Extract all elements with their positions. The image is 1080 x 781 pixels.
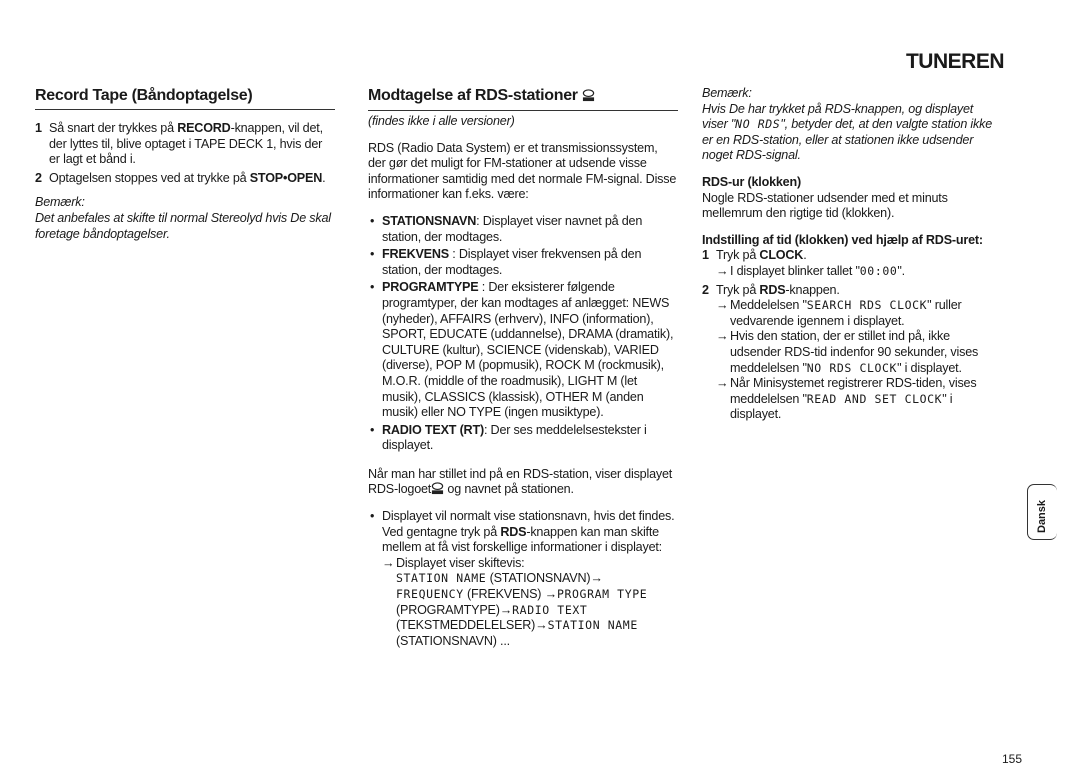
step-text: Så snart der trykkes på <box>49 121 178 135</box>
lcd-text: FREQUENCY <box>396 587 464 602</box>
set-time-heading: Indstilling af tid (klokken) ved hjælp af RDS-uret: <box>702 232 983 247</box>
step-number: 2 <box>702 282 709 297</box>
step-result <box>716 264 998 280</box>
step-result <box>716 298 998 329</box>
result-text: " i displayet. <box>897 360 962 375</box>
bullet-text: Displayet vil normalt vise stationsnavn, hvis det findes. Ved gentagne tryk på <box>382 509 675 539</box>
cycle-line <box>396 587 678 603</box>
page-title: TUNEREN <box>905 50 1004 73</box>
arrow-icon: → <box>716 298 729 313</box>
bullet-term: PROGRAMTYPE <box>382 280 479 295</box>
bullet-text: -knappen kan man skifte mellem at få vist forskellige informationer i displayet: <box>382 524 662 555</box>
step-text: . <box>322 170 326 185</box>
result-text: ". <box>897 263 905 278</box>
lcd-text: READ AND SET CLOCK <box>806 391 943 406</box>
cycle-text: (TEKSTMEDDELELSER)→ <box>396 618 548 633</box>
bullet-text: : Displayet viser frekvensen på den station, der modtages. <box>382 247 642 277</box>
rds-logo-icon <box>582 89 595 102</box>
rds-button-label: RDS <box>500 524 527 539</box>
paragraph-text: og navnet på stationen. <box>444 482 574 497</box>
result-text: Meddelelsen " <box>730 298 807 313</box>
bullet-frequency <box>368 247 678 278</box>
rds-button-label: RDS <box>759 282 786 297</box>
record-button-label: RECORD <box>177 121 231 135</box>
cycle-line <box>396 603 678 619</box>
cycle-line <box>396 618 678 634</box>
step-text: Tryk på <box>716 282 760 297</box>
bullet-display-cycle <box>368 509 678 649</box>
rds-heading-text: Modtagelse af RDS-stationer <box>368 87 578 104</box>
page-number: 155 <box>1002 752 1023 766</box>
cycle-text: (PROGRAMTYPE)→ <box>396 602 513 617</box>
step-number: 1 <box>702 248 709 263</box>
rds-logo-icon <box>431 482 444 495</box>
step-text: . <box>803 248 807 263</box>
lcd-text: PROGRAM TYPE <box>556 587 648 602</box>
clock-button-label: CLOCK <box>759 248 804 263</box>
rds-availability-note: (findes ikke i alle versioner) <box>368 114 515 128</box>
lcd-text: 00:00 <box>859 263 898 278</box>
lcd-text: SEARCH RDS CLOCK <box>806 298 928 313</box>
bullet-icon: • <box>370 280 375 295</box>
record-tape-section <box>35 86 335 242</box>
cycle-line <box>396 634 678 650</box>
record-step-1 <box>35 121 335 168</box>
bullet-icon: • <box>370 509 375 524</box>
step-result <box>716 376 998 423</box>
lcd-text: NO RDS <box>735 117 781 132</box>
rds-logo-paragraph <box>368 467 678 498</box>
arrow-icon: → <box>382 555 395 570</box>
arrow-icon: → <box>716 329 729 344</box>
no-rds-note <box>702 102 998 164</box>
result-text: Hvis den station, der er stillet ind på, ikke udsender RDS-tid indenfor 90 sekunder, vises meddelelsen " <box>730 329 979 375</box>
cycle-text: (STATIONSNAVN) ... <box>396 633 510 648</box>
note-text: ", betyder det, at den valgte station ikke er en RDS-station, eller at stationen ikke udsender noget RDS-signal. <box>702 117 993 163</box>
bullet-station-name <box>368 214 678 245</box>
bullet-text: : Der ses meddelelsestekster i displayet. <box>382 422 647 453</box>
step-text: Optagelsen stoppes ved at trykke på <box>49 170 250 185</box>
bullet-icon: • <box>370 247 375 262</box>
arrow-icon: → <box>716 376 729 391</box>
rds-heading <box>368 86 678 105</box>
rds-clock-heading: RDS-ur (klokken) <box>702 174 801 189</box>
lcd-text: STATION NAME <box>396 571 487 586</box>
bullet-term: STATIONSNAVN <box>382 213 477 228</box>
lcd-text: NO RDS CLOCK <box>806 360 898 375</box>
bullet-text: : Displayet viser navnet på den station, der modtages. <box>382 213 643 244</box>
note-label: Bemærk: <box>702 86 752 100</box>
clock-step-2 <box>702 283 998 423</box>
step-text: -knappen. <box>785 282 840 297</box>
rds-intro: RDS (Radio Data System) er et transmissionssystem, der gør det muligt for FM-stationer at udsende visse informationer samtidig med det normale FM-signal. Disse informationer kan f.eks. være: <box>368 140 677 202</box>
cycle-intro: Displayet viser skiftevis: <box>396 555 525 570</box>
cycle-text: (FREKVENS) → <box>463 587 557 602</box>
language-tab <box>1027 484 1057 540</box>
display-cycle-list <box>382 556 678 650</box>
cycle-line <box>396 571 678 587</box>
record-step-2 <box>35 171 335 187</box>
arrow-icon: → <box>716 263 729 278</box>
rds-clock-text: Nogle RDS-stationer udsender med et minuts mellemrum den rigtige tid (klokken). <box>702 190 948 221</box>
result-text: " i displayet. <box>730 391 953 422</box>
bullet-program-type <box>368 280 678 420</box>
lcd-text: RADIO TEXT <box>512 602 588 617</box>
bullet-radio-text <box>368 423 678 454</box>
stop-open-button-label: STOP•OPEN <box>249 170 323 185</box>
bullet-icon: • <box>370 422 375 437</box>
step-text: -knappen, vil det, der lyttes til, blive optaget i TAPE DECK 1, hvis der er lagt et bånd i. <box>49 121 323 167</box>
step-text: Tryk på <box>716 248 760 263</box>
bullet-term: FREKVENS <box>382 247 449 262</box>
bullet-text: : Der eksisterer følgende programtyper, der kan modtages af anlægget: NEWS (nyheder), AFFAIRS (erhverv), INFO (information), SPORT, EDUCATE (uddannelse), DRAMA (dramatik), CULTURE (kultur), SCIENCE (videnskab), VARIED (diverse), POP M (popmusik), ROCK M (rockmusik), M.O.R. (middle of the roadmusik), LIGHT M (let musik), CLASSICS (klassisk), OTHER M (anden musik) eller NO TYPE (ingen musiktype). <box>382 280 674 420</box>
step-number: 2 <box>35 170 42 185</box>
step-number: 1 <box>35 121 42 135</box>
lcd-text: STATION NAME <box>547 618 638 633</box>
bullet-term: RADIO TEXT (RT) <box>382 422 484 437</box>
note-text: Det anbefales at skifte til normal Stereolyd hvis De skal foretage båndoptagelser. <box>35 210 331 241</box>
step-result <box>716 329 998 376</box>
record-tape-heading: Record Tape (Båndoptagelse) <box>35 86 335 110</box>
bullet-icon: • <box>370 213 375 228</box>
paragraph-text: Når man har stillet ind på en RDS-station, viser displayet RDS-logoet <box>368 466 673 497</box>
result-text: I displayet blinker tallet " <box>730 263 860 278</box>
result-text: " ruller vedvarende igennem i displayet. <box>730 298 962 328</box>
result-text: Når Minisystemet registrerer RDS-tiden, vises meddelelsen " <box>730 376 977 406</box>
note-label: Bemærk: <box>35 195 85 210</box>
clock-step-1 <box>702 248 998 279</box>
cycle-text: (STATIONSNAVN)→ <box>486 571 603 586</box>
language-tab-label: Dansk <box>1036 499 1048 533</box>
note-text: Hvis De har trykket på RDS-knappen, og displayet viser " <box>702 101 974 132</box>
rds-clock-section <box>702 86 998 426</box>
rds-section <box>368 86 678 651</box>
